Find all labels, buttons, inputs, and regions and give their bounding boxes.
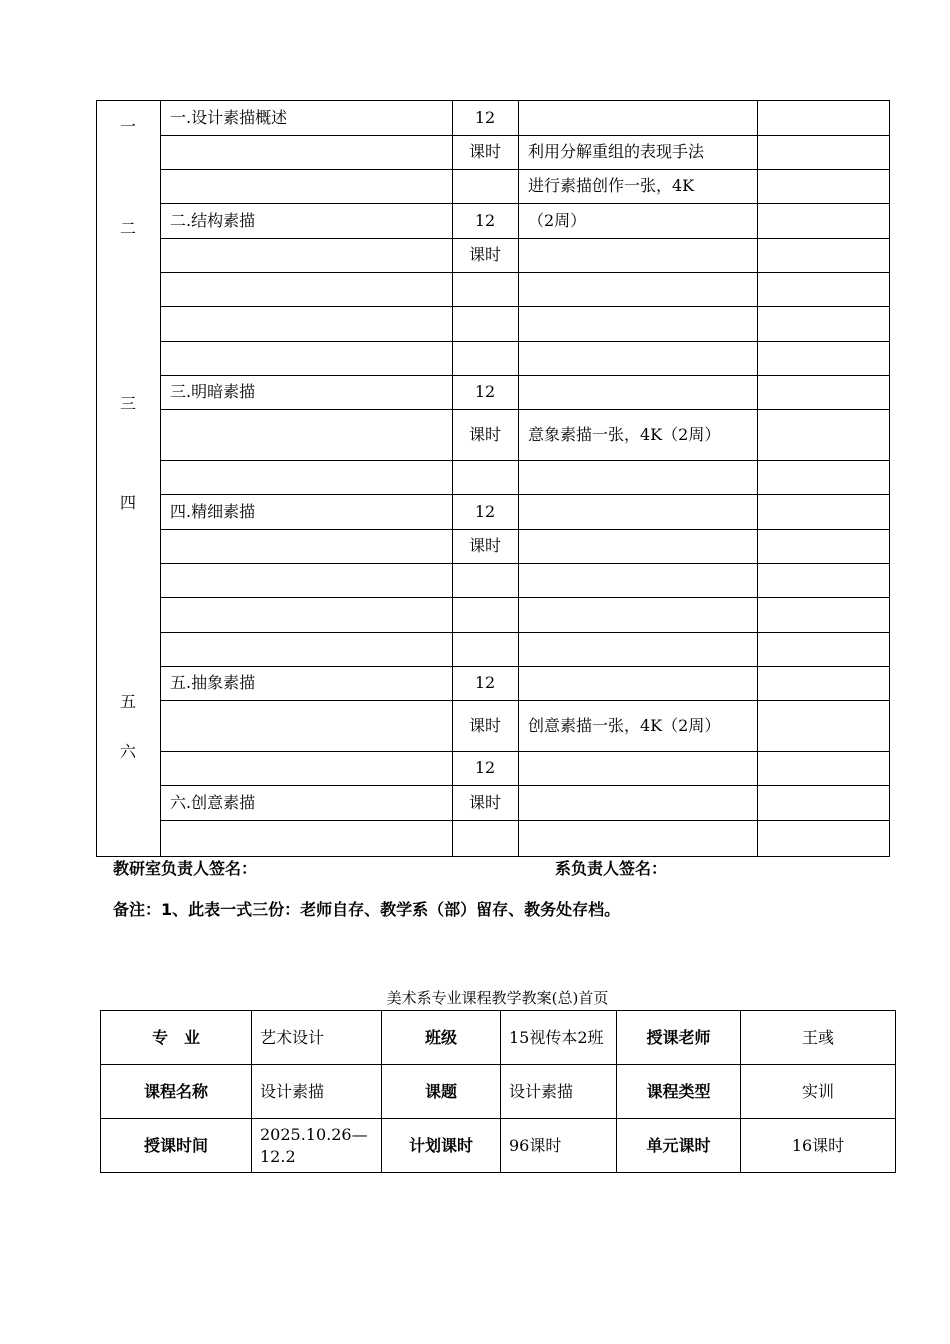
task-cell: （2周） bbox=[528, 210, 587, 230]
field-label: 课程类型 bbox=[617, 1065, 741, 1119]
hours-cell: 课时 bbox=[468, 245, 501, 264]
field-value: 设计素描 bbox=[501, 1065, 617, 1119]
hours-cell: 课时 bbox=[468, 424, 501, 444]
hours-cell: 课时 bbox=[468, 715, 501, 735]
task-cell: 创意素描一张，4K（2周） bbox=[528, 715, 721, 735]
field-value: 2025.10.26—12.2 bbox=[252, 1119, 382, 1173]
field-value: 15视传本2班 bbox=[501, 1011, 617, 1065]
topic-cell: 一.设计素描概述 bbox=[170, 107, 288, 127]
topic-cell: 三.明暗素描 bbox=[170, 382, 256, 401]
table-row-line bbox=[160, 341, 889, 342]
time-row bbox=[101, 1119, 896, 1173]
table-border-top bbox=[96, 100, 889, 101]
table-column-line bbox=[889, 100, 890, 857]
hours-cell: 12 bbox=[474, 758, 496, 777]
table-row-line bbox=[160, 494, 889, 495]
field-value: 设计素描 bbox=[252, 1065, 382, 1119]
table-row-line bbox=[160, 700, 889, 701]
field-label: 单元课时 bbox=[617, 1119, 741, 1173]
table-row-line bbox=[160, 785, 889, 786]
field-label: 授课老师 bbox=[617, 1011, 741, 1065]
field-label: 计划课时 bbox=[382, 1119, 501, 1173]
field-label: 课程名称 bbox=[101, 1065, 252, 1119]
table-column-line bbox=[518, 100, 519, 857]
table-row-line bbox=[160, 306, 889, 307]
field-label: 专 业 bbox=[101, 1011, 252, 1065]
task-cell: 意象素描一张，4K（2周） bbox=[528, 424, 721, 444]
hours-cell: 12 bbox=[474, 210, 496, 230]
table-row-line bbox=[160, 460, 889, 461]
topic-cell: 二.结构素描 bbox=[170, 210, 256, 230]
field-value: 王彧 bbox=[741, 1011, 896, 1065]
table-row-line bbox=[160, 238, 889, 239]
table-row-line bbox=[160, 632, 889, 633]
table-row-line bbox=[160, 666, 889, 667]
field-value: 实训 bbox=[741, 1065, 896, 1119]
hours-cell: 课时 bbox=[468, 142, 501, 161]
task-cell: 利用分解重组的表现手法 bbox=[528, 142, 705, 161]
office-signature-label: 教研室负责人签名： bbox=[113, 859, 258, 878]
topic-cell: 五.抽象素描 bbox=[170, 673, 256, 692]
remark-note: 备注：1、此表一式三份：老师自存、教学系（部）留存、教务处存档。 bbox=[113, 900, 621, 919]
field-label: 班级 bbox=[382, 1011, 501, 1065]
hours-cell: 12 bbox=[474, 673, 496, 692]
table-row-line bbox=[160, 409, 889, 410]
table-row-line bbox=[160, 272, 889, 273]
table-border-bottom bbox=[96, 856, 889, 857]
table-row-line bbox=[160, 135, 889, 136]
week-label: 六 bbox=[119, 742, 136, 761]
table-column-line bbox=[757, 100, 758, 857]
hours-cell: 12 bbox=[474, 501, 496, 521]
week-label: 二 bbox=[119, 219, 136, 238]
field-value: 16课时 bbox=[741, 1119, 896, 1173]
table-row-line bbox=[160, 203, 889, 204]
course-cover-table bbox=[100, 1010, 896, 1173]
cover-title: 美术系专业课程教学教案(总)首页 bbox=[386, 989, 609, 1007]
week-label: 三 bbox=[119, 394, 136, 413]
course-row bbox=[101, 1065, 896, 1119]
week-label: 四 bbox=[119, 493, 136, 512]
hours-cell: 课时 bbox=[468, 536, 501, 555]
field-label: 授课时间 bbox=[101, 1119, 252, 1173]
week-label: 五 bbox=[119, 692, 136, 711]
table-row-line bbox=[160, 563, 889, 564]
department-signature-label: 系负责人签名： bbox=[555, 859, 668, 878]
hours-cell: 12 bbox=[474, 382, 496, 401]
table-row-line bbox=[160, 375, 889, 376]
table-column-line bbox=[160, 100, 161, 857]
table-row-line bbox=[160, 169, 889, 170]
table-row-line bbox=[160, 597, 889, 598]
field-value: 96课时 bbox=[501, 1119, 617, 1173]
task-cell: 进行素描创作一张，4K bbox=[528, 176, 695, 195]
major-row bbox=[101, 1011, 896, 1065]
week-label: 一 bbox=[119, 117, 136, 136]
hours-cell: 课时 bbox=[468, 792, 501, 812]
table-row-line bbox=[160, 820, 889, 821]
topic-cell: 六.创意素描 bbox=[170, 792, 256, 812]
table-row-line bbox=[160, 529, 889, 530]
hours-cell: 12 bbox=[474, 107, 496, 127]
field-value: 艺术设计 bbox=[252, 1011, 382, 1065]
topic-cell: 四.精细素描 bbox=[170, 501, 256, 521]
field-label: 课题 bbox=[382, 1065, 501, 1119]
table-row-line bbox=[160, 751, 889, 752]
